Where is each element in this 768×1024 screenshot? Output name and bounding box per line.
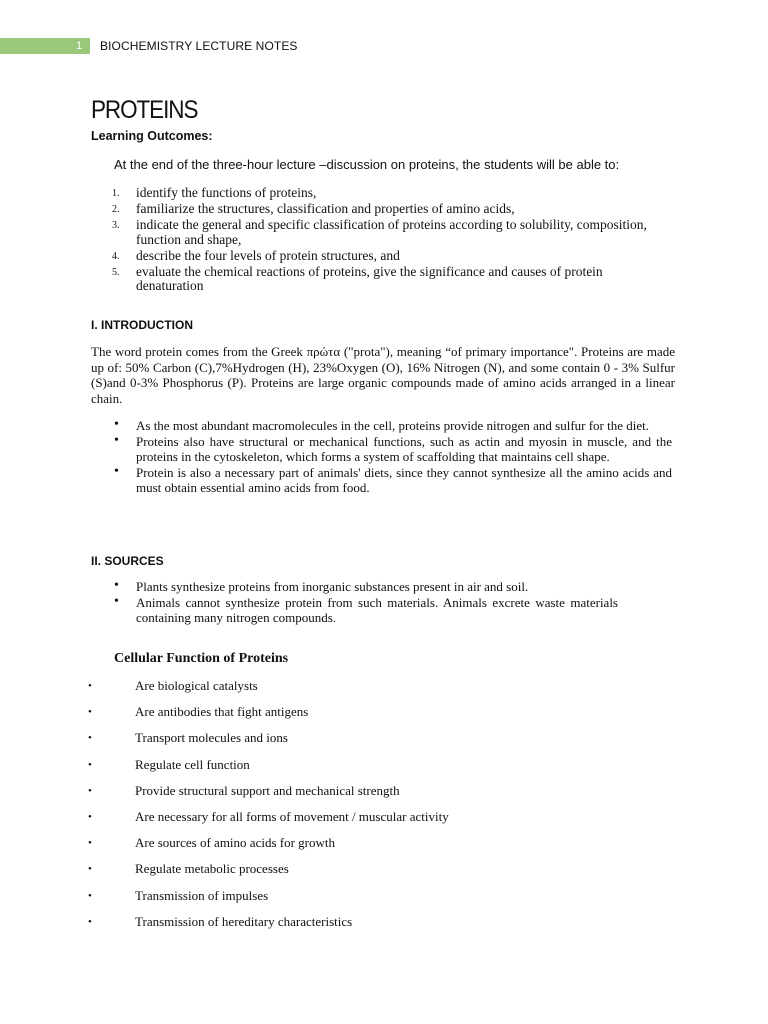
bullet-icon: •: [114, 464, 119, 480]
list-item: [112, 249, 672, 264]
list-number: 5.: [112, 266, 120, 278]
list-item: [88, 757, 449, 783]
list-item: [88, 704, 449, 730]
list-item: [112, 265, 672, 294]
learning-outcomes-intro: At the end of the three-hour lecture –discussion on proteins, the students will be able to:: [114, 157, 620, 172]
list-item-text: Animals cannot synthesize protein from such materials. Animals excrete waste materials containing many nitrogen compounds.: [136, 595, 618, 625]
list-item: [114, 435, 672, 464]
list-number: 4.: [112, 250, 120, 262]
list-item: [114, 419, 672, 433]
list-number: 1.: [112, 188, 120, 199]
bullet-icon: •: [114, 578, 119, 593]
list-item-text: Plants synthesize proteins from inorganic substances present in air and soil.: [136, 579, 529, 594]
list-item: [114, 580, 618, 594]
list-item: [88, 861, 449, 887]
cellular-function-heading: Cellular Function of Proteins: [114, 651, 289, 666]
sources-heading: II. SOURCES: [91, 554, 164, 568]
header-title: BIOCHEMISTRY LECTURE NOTES: [100, 39, 298, 53]
bullet-icon: •: [88, 837, 92, 850]
list-item: [112, 186, 672, 201]
introduction-paragraph: The word protein comes from the Greek πρώτα ("prota"), meaning “of primary importance". Proteins are made up of: 50% Carbon (C),7%Hydrogen (H), 23%Oxygen (O), 16% Nitrogen (N), and some contain 0 - 3% Sulfur (S)and 0-3% Phosphorus (P). Proteins are large organic compounds made of amino acids arranged in a linear chain.: [91, 344, 675, 407]
list-item-text: Regulate metabolic processes: [135, 861, 289, 877]
bullet-icon: •: [88, 706, 92, 719]
list-item: [88, 783, 449, 809]
bullet-icon: •: [88, 784, 92, 797]
list-item-text: Proteins also have structural or mechanical functions, such as actin and myosin in muscle, and the proteins in the cytoskeleton, which forms a system of scaffolding that maintains cell shape.: [136, 434, 672, 464]
learning-outcomes-heading: Learning Outcomes:: [91, 129, 213, 143]
bullet-icon: •: [88, 863, 92, 876]
page-number: 1: [75, 40, 83, 52]
list-item-text: Transport molecules and ions: [135, 730, 288, 746]
introduction-bullets: [114, 419, 672, 497]
bullet-icon: •: [114, 594, 119, 610]
list-number: 2.: [112, 204, 120, 215]
list-item-text: Transmission of impulses: [135, 887, 269, 903]
bullet-icon: •: [88, 680, 92, 692]
list-item-text: familiarize the structures, classification and properties of amino acids,: [136, 201, 515, 216]
introduction-heading: I. INTRODUCTION: [91, 318, 193, 332]
bullet-icon: •: [88, 889, 92, 902]
list-item: [114, 596, 618, 625]
list-item-text: Are biological catalysts: [135, 678, 258, 693]
bullet-icon: •: [88, 732, 92, 745]
cellular-function-list: [88, 678, 449, 940]
list-item-text: describe the four levels of protein structures, and: [136, 247, 400, 263]
bullet-icon: •: [88, 810, 92, 823]
list-item-text: Are necessary for all forms of movement / muscular activity: [135, 808, 449, 824]
list-item-text: indicate the general and specific classification of proteins according to solubility, composition, function and shape,: [136, 217, 647, 247]
list-number: 3.: [112, 220, 120, 231]
list-item-text: Provide structural support and mechanical strength: [135, 782, 400, 798]
list-item: [88, 914, 449, 940]
list-item-text: identify the functions of proteins,: [136, 185, 317, 200]
list-item-text: Transmission of hereditary characteristics: [135, 913, 353, 929]
bullet-icon: •: [114, 433, 119, 449]
list-item: [88, 809, 449, 835]
sources-bullets: [114, 580, 618, 627]
list-item: [112, 202, 672, 217]
bullet-icon: •: [88, 758, 92, 771]
list-item: [114, 466, 672, 495]
bullet-icon: •: [88, 915, 92, 928]
document-title: PROTEINS: [91, 96, 198, 124]
list-item-text: evaluate the chemical reactions of proteins, give the significance and causes of protein denaturation: [136, 263, 603, 293]
list-item-text: Are sources of amino acids for growth: [135, 835, 335, 851]
list-item-text: Are antibodies that fight antigens: [135, 704, 309, 720]
list-item: [88, 888, 449, 914]
list-item: [88, 678, 449, 704]
bullet-icon: •: [114, 417, 119, 432]
list-item-text: Protein is also a necessary part of animals' diets, since they cannot synthesize all the amino acids and must obtain essential amino acids from food.: [136, 465, 672, 495]
list-item: [88, 730, 449, 756]
list-item-text: Regulate cell function: [135, 756, 250, 772]
list-item: [112, 218, 672, 247]
learning-outcomes-list: [112, 186, 672, 295]
list-item: [88, 835, 449, 861]
list-item-text: As the most abundant macromolecules in the cell, proteins provide nitrogen and sulfur for the diet.: [136, 418, 650, 433]
